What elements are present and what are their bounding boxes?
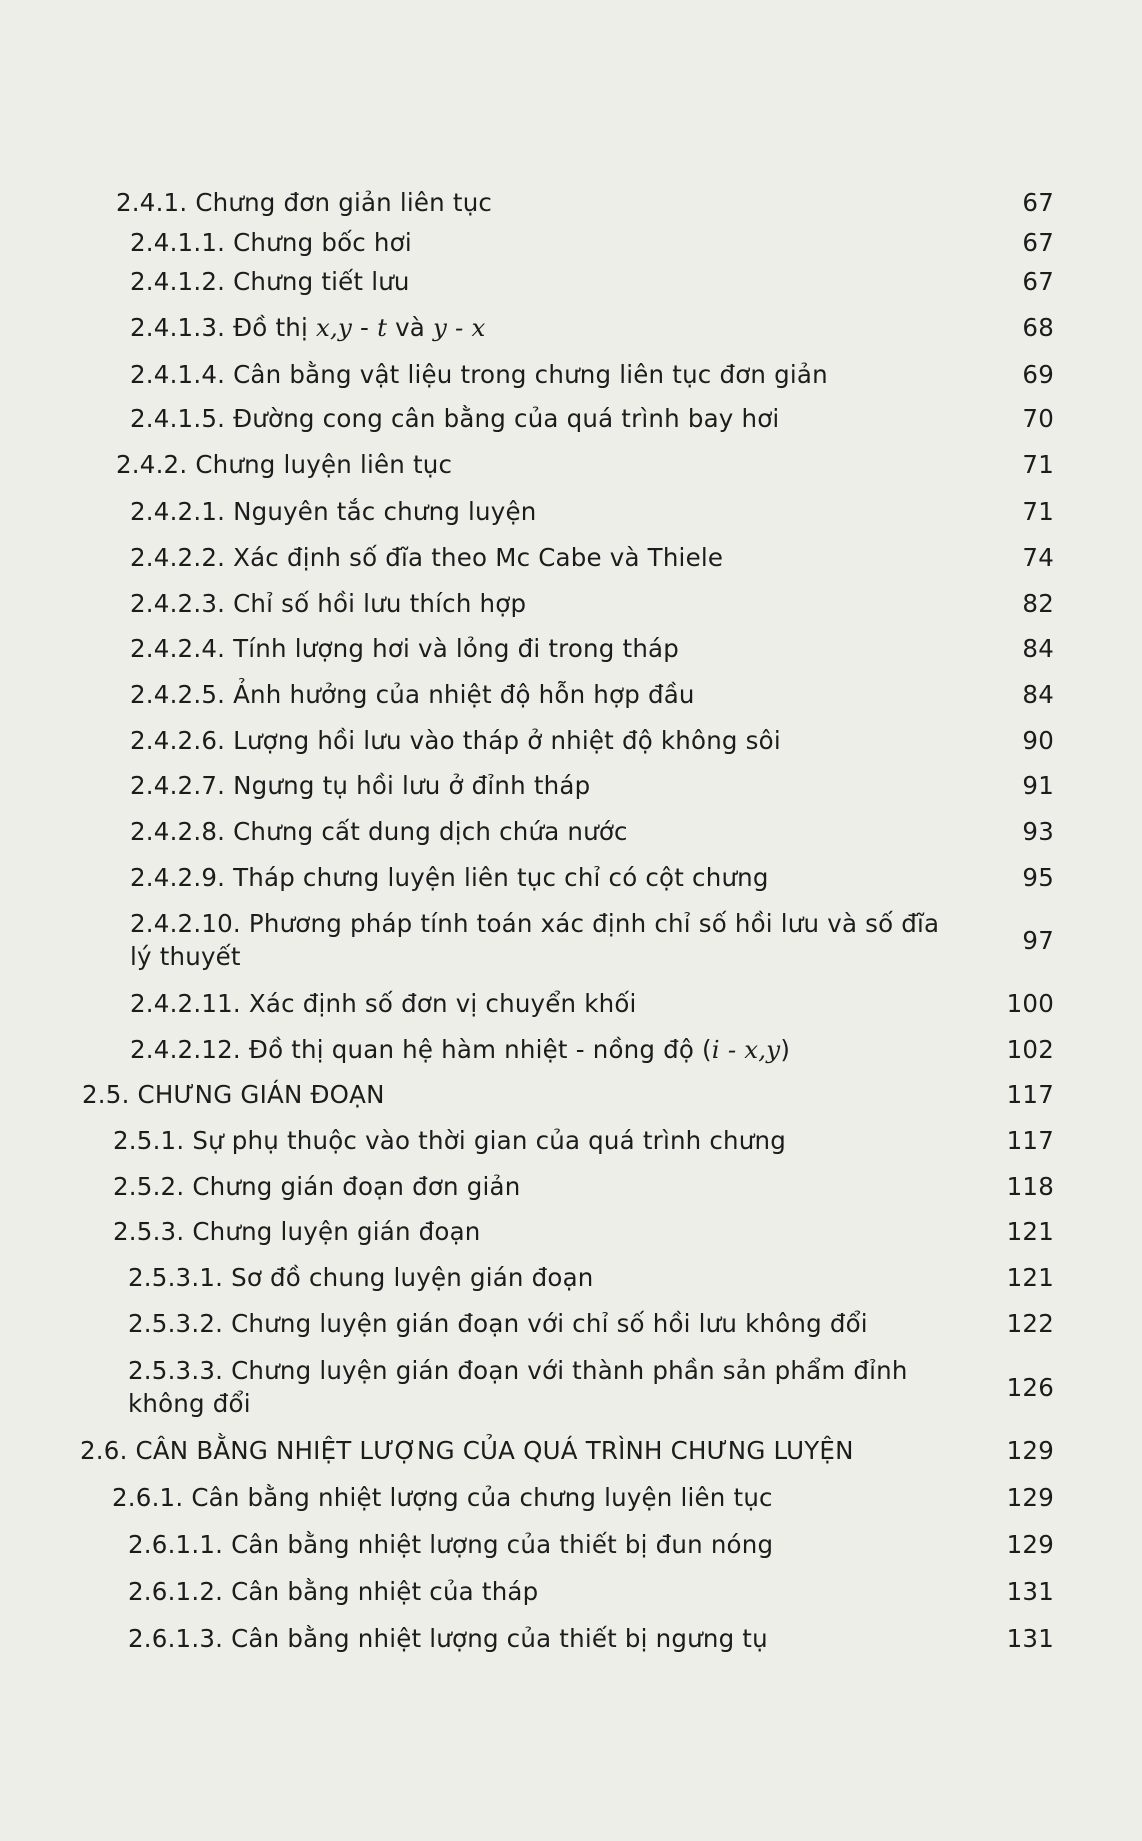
- toc-entry-page: 129: [1006, 1483, 1054, 1512]
- toc-entry-title: 2.4.2.6. Lượng hồi lưu vào tháp ở nhiệt độ không sôi: [130, 726, 781, 755]
- toc-entry-title: [128, 1354, 998, 1420]
- toc-entry-title: 2.4.1.3. Đồ thị x,y - t và y - x: [130, 313, 486, 342]
- toc-entry-page: 95: [1022, 863, 1054, 892]
- toc-entry-title: 2.5.3. Chưng luyện gián đoạn: [113, 1217, 481, 1246]
- toc-entry-title-line-1: 2.5.3.3. Chưng luyện gián đoạn với thành phần sản phẩm đỉnh: [128, 1356, 908, 1385]
- toc-entry-title: 2.4.2.4. Tính lượng hơi và lỏng đi trong tháp: [130, 634, 680, 663]
- toc-entry-page: 84: [1022, 634, 1054, 663]
- toc-entry-title: 2.4.2.2. Xác định số đĩa theo Mc Cabe và Thiele: [130, 543, 724, 572]
- toc-entry-title: 2.6.1.1. Cân bằng nhiệt lượng của thiết bị đun nóng: [128, 1530, 774, 1559]
- math-variable: t: [377, 313, 388, 342]
- toc-entry-title-line-2: lý thuyết: [130, 942, 241, 971]
- toc-entry-title: 2.4.1.5. Đường cong cân bằng của quá trình bay hơi: [130, 404, 780, 433]
- toc-entry-page: 67: [1022, 188, 1054, 217]
- math-variable: x,y: [315, 313, 353, 342]
- toc-entry-title: 2.4.1.2. Chưng tiết lưu: [130, 267, 410, 296]
- toc-entry-page: 84: [1022, 680, 1054, 709]
- toc-entry-title: 2.4.1.1. Chưng bốc hơi: [130, 228, 412, 257]
- toc-entry-title-line-2: không đổi: [128, 1389, 251, 1418]
- math-variable: y - x: [433, 313, 486, 342]
- toc-entry-page: 129: [1006, 1436, 1054, 1465]
- toc-entry: [0, 907, 1142, 973]
- toc-entry-page: 118: [1006, 1172, 1054, 1201]
- toc-entry-title-line-1: 2.4.2.10. Phương pháp tính toán xác định chỉ số hồi lưu và số đĩa: [130, 909, 940, 938]
- toc-entry-title: 2.4.1.4. Cân bằng vật liệu trong chưng liên tục đơn giản: [130, 360, 828, 389]
- toc-entry-page: 126: [1006, 1373, 1054, 1402]
- toc-entry-title: 2.5.2. Chưng gián đoạn đơn giản: [113, 1172, 521, 1201]
- toc-entry-page: 121: [1006, 1263, 1054, 1292]
- toc-entry-title: 2.4.2.5. Ảnh hưởng của nhiệt độ hỗn hợp đầu: [130, 680, 695, 709]
- toc-entry-page: 74: [1022, 543, 1054, 572]
- toc-entry-title: 2.4.1. Chưng đơn giản liên tục: [116, 188, 493, 217]
- toc-entry-page: 93: [1022, 817, 1054, 846]
- toc-entry-title: 2.5. CHƯNG GIÁN ĐOẠN: [82, 1080, 385, 1109]
- toc-entry-page: 69: [1022, 360, 1054, 389]
- toc-entry-page: 117: [1006, 1080, 1054, 1109]
- toc-entry-page: 90: [1022, 726, 1054, 755]
- toc-entry-page: 68: [1022, 313, 1054, 342]
- toc-entry-title: 2.4.2.7. Ngưng tụ hồi lưu ở đỉnh tháp: [130, 771, 591, 800]
- toc-entry-page: 67: [1022, 228, 1054, 257]
- math-variable: i - x,y: [711, 1035, 781, 1064]
- toc-entry-title: 2.5.1. Sự phụ thuộc vào thời gian của quá trình chưng: [113, 1126, 786, 1155]
- toc-entry-page: 71: [1022, 497, 1054, 526]
- toc-entry-title: 2.6.1.3. Cân bằng nhiệt lượng của thiết bị ngưng tụ: [128, 1624, 768, 1653]
- toc-entry-page: 131: [1006, 1624, 1054, 1653]
- toc-entry-page: 70: [1022, 404, 1054, 433]
- toc-entry-title: 2.4.2.8. Chưng cất dung dịch chứa nước: [130, 817, 628, 846]
- toc-entry: [0, 1354, 1142, 1420]
- toc-entry-title: 2.6.1. Cân bằng nhiệt lượng của chưng luyện liên tục: [112, 1483, 773, 1512]
- toc-entry-page: 67: [1022, 267, 1054, 296]
- toc-entry-page: 117: [1006, 1126, 1054, 1155]
- toc-entry-title: 2.6.1.2. Cân bằng nhiệt của tháp: [128, 1577, 539, 1606]
- toc-entry-page: 82: [1022, 589, 1054, 618]
- toc-entry-title: [130, 907, 1000, 973]
- toc-entry-page: 131: [1006, 1577, 1054, 1606]
- toc-entry-page: 102: [1006, 1035, 1054, 1064]
- toc-entry-title: 2.4.2.1. Nguyên tắc chưng luyện: [130, 497, 537, 526]
- toc-entry-page: 71: [1022, 450, 1054, 479]
- toc-entry-page: 91: [1022, 771, 1054, 800]
- toc-entry-title: 2.4.2. Chưng luyện liên tục: [116, 450, 453, 479]
- toc-entry-page: 122: [1006, 1309, 1054, 1338]
- toc-entry-title: 2.5.3.1. Sơ đồ chung luyện gián đoạn: [128, 1263, 594, 1292]
- toc-entry-title: 2.6. CÂN BẰNG NHIỆT LƯỢNG CỦA QUÁ TRÌNH CHƯNG LUYỆN: [80, 1436, 854, 1465]
- toc-entry-title: 2.4.2.11. Xác định số đơn vị chuyển khối: [130, 989, 637, 1018]
- toc-entry-page: 129: [1006, 1530, 1054, 1559]
- toc-entry-title: 2.4.2.12. Đồ thị quan hệ hàm nhiệt - nồng độ (i - x,y): [130, 1035, 791, 1064]
- toc-entry-page: 100: [1006, 989, 1054, 1018]
- toc-entry-title: 2.4.2.3. Chỉ số hồi lưu thích hợp: [130, 589, 527, 618]
- toc-entry-page: 97: [1022, 926, 1054, 955]
- toc-entry-page: 121: [1006, 1217, 1054, 1246]
- toc-entry-title: 2.5.3.2. Chưng luyện gián đoạn với chỉ số hồi lưu không đổi: [128, 1309, 868, 1338]
- toc-entry-title: 2.4.2.9. Tháp chưng luyện liên tục chỉ có cột chưng: [130, 863, 769, 892]
